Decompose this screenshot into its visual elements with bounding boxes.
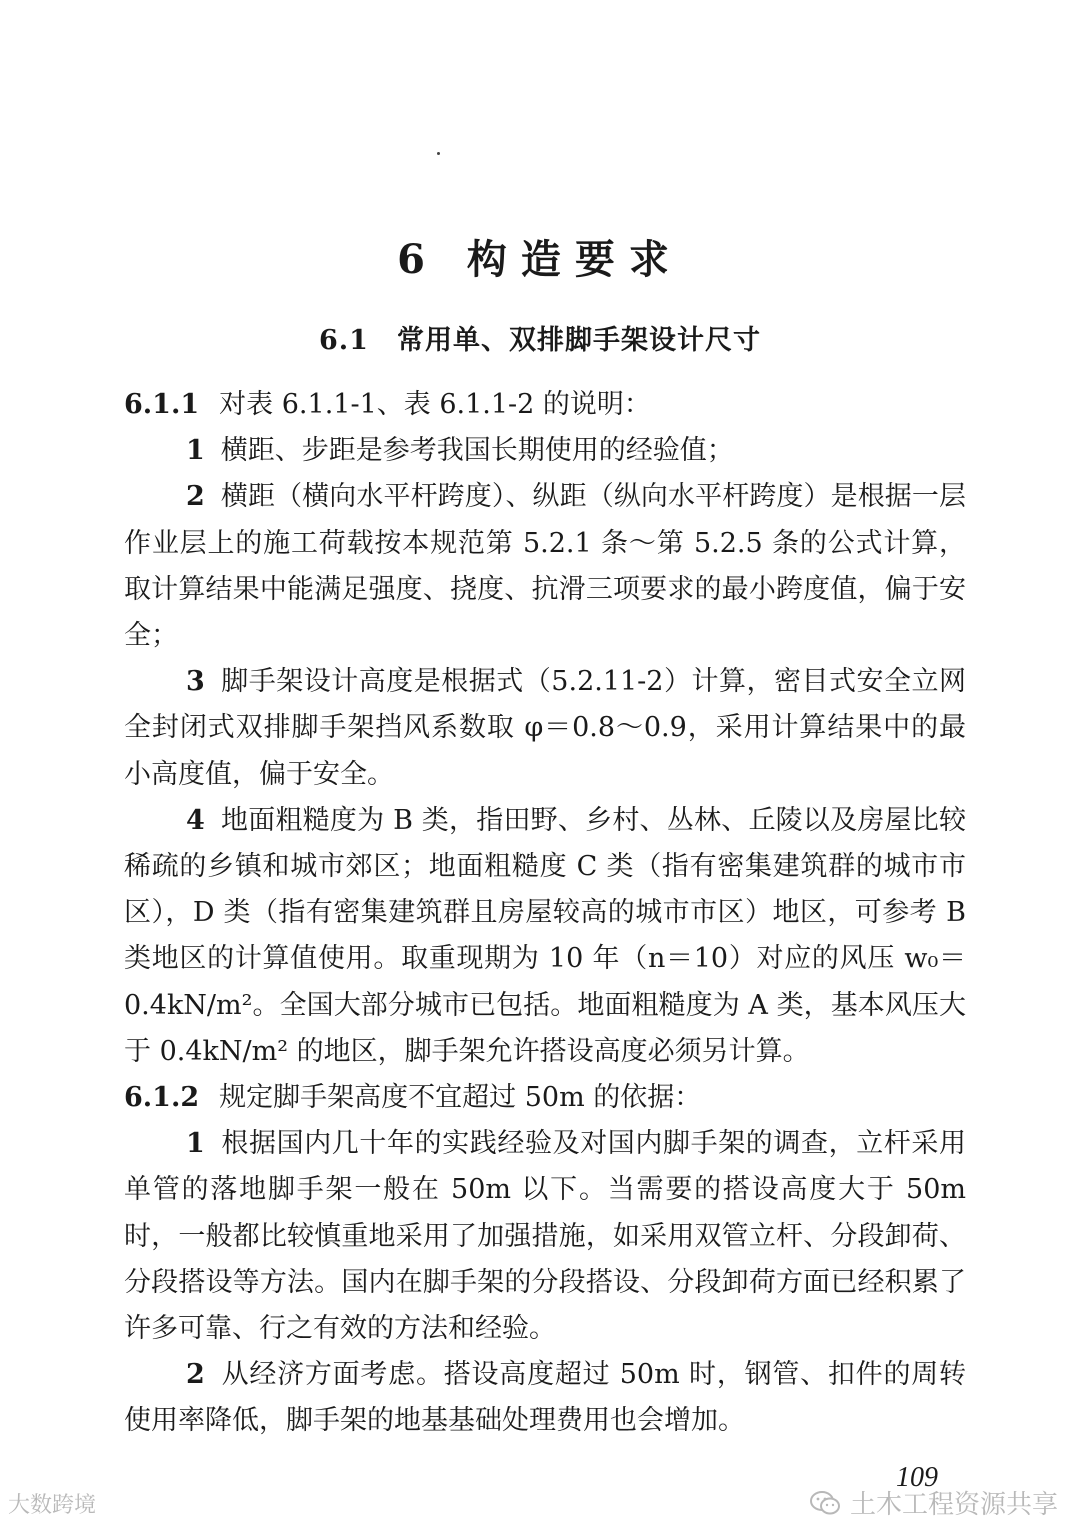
clause-heading <box>124 1075 966 1121</box>
scan-speck <box>437 152 440 155</box>
item-text: 横距（横向水平杆跨度）、纵距（纵向水平杆跨度）是根据一层作业层上的施工荷载按本规范第 5.2.1 条～第 5.2.5 条的公式计算，取计算结果中能满足强度、挠度、抗滑三项要求的最小跨度值，偏于安全； <box>124 481 966 652</box>
chapter-heading <box>0 228 1080 285</box>
item-number: 4 <box>186 804 205 836</box>
item-text: 从经济方面考虑。搭设高度超过 50m 时，钢管、扣件的周转使用率降低，脚手架的地基基础处理费用也会增加。 <box>124 1359 966 1437</box>
item-number: 1 <box>186 1128 205 1160</box>
section-title: 常用单、双排脚手架设计尺寸 <box>396 325 761 356</box>
page-number: 109 <box>896 1462 938 1493</box>
item-text: 横距、步距是参考我国长期使用的经验值； <box>220 435 734 467</box>
clause-text: 对表 6.1.1-1、表 6.1.1-2 的说明： <box>219 389 651 420</box>
clause-heading <box>124 382 966 428</box>
section-heading <box>0 318 1080 357</box>
item-number: 1 <box>186 435 205 467</box>
list-item <box>124 659 966 798</box>
item-number: 2 <box>186 1359 205 1391</box>
wechat-icon <box>810 1490 840 1516</box>
list-item <box>124 1121 966 1352</box>
clause-text: 规定脚手架高度不宜超过 50m 的依据： <box>219 1082 702 1114</box>
chapter-number: 6 <box>397 236 439 283</box>
watermark-right-text: 土木工程资源共享 <box>849 1489 1058 1519</box>
section-number: 6.1 <box>319 325 369 356</box>
item-text: 根据国内几十年的实践经验及对国内脚手架的调查，立杆采用单管的落地脚手架一般在 50m 以下。当需要的搭设高度大于 50m 时，一般都比较慎重地采用了加强措施，如采用双管立杆、分段卸荷、分段搭设等方法。国内在脚手架的分段搭设、分段卸荷方面已经积累了许多可靠、行之有效的方法和经验。 <box>124 1128 966 1345</box>
item-number: 2 <box>186 481 205 513</box>
item-number: 3 <box>186 666 205 698</box>
item-text: 脚手架设计高度是根据式（5.2.11-2）计算，密目式安全立网全封闭式双排脚手架挡风系数取 φ＝0.8～0.9，采用计算结果中的最小高度值，偏于安全。 <box>124 666 966 790</box>
watermark-left: 大数跨境 <box>8 1492 97 1517</box>
item-text: 地面粗糙度为 B 类，指田野、乡村、丛林、丘陵以及房屋比较稀疏的乡镇和城市郊区；地面粗糙度 C 类（指有密集建筑群的城市市区），D 类（指有密集建筑群且房屋较高的城市市区）地区，可参考 B 类地区的计算值使用。取重现期为 10 年（n＝10）对应的风压 w₀＝0.4kN/m²。全国大部分城市已包括。地面粗糙度为 A 类，基本风压大于 0.4kN/m² 的地区，脚手架允许搭设高度必须另计算。 <box>124 804 966 1067</box>
list-item <box>124 428 966 474</box>
watermark-right <box>810 1484 1058 1521</box>
chapter-title: 构造要求 <box>466 236 683 283</box>
document-body <box>124 382 966 1445</box>
list-item <box>124 1352 966 1444</box>
list-item <box>124 798 966 1075</box>
clause-number: 6.1.2 <box>124 1082 200 1114</box>
clause-number: 6.1.1 <box>124 389 200 420</box>
list-item <box>124 474 966 659</box>
